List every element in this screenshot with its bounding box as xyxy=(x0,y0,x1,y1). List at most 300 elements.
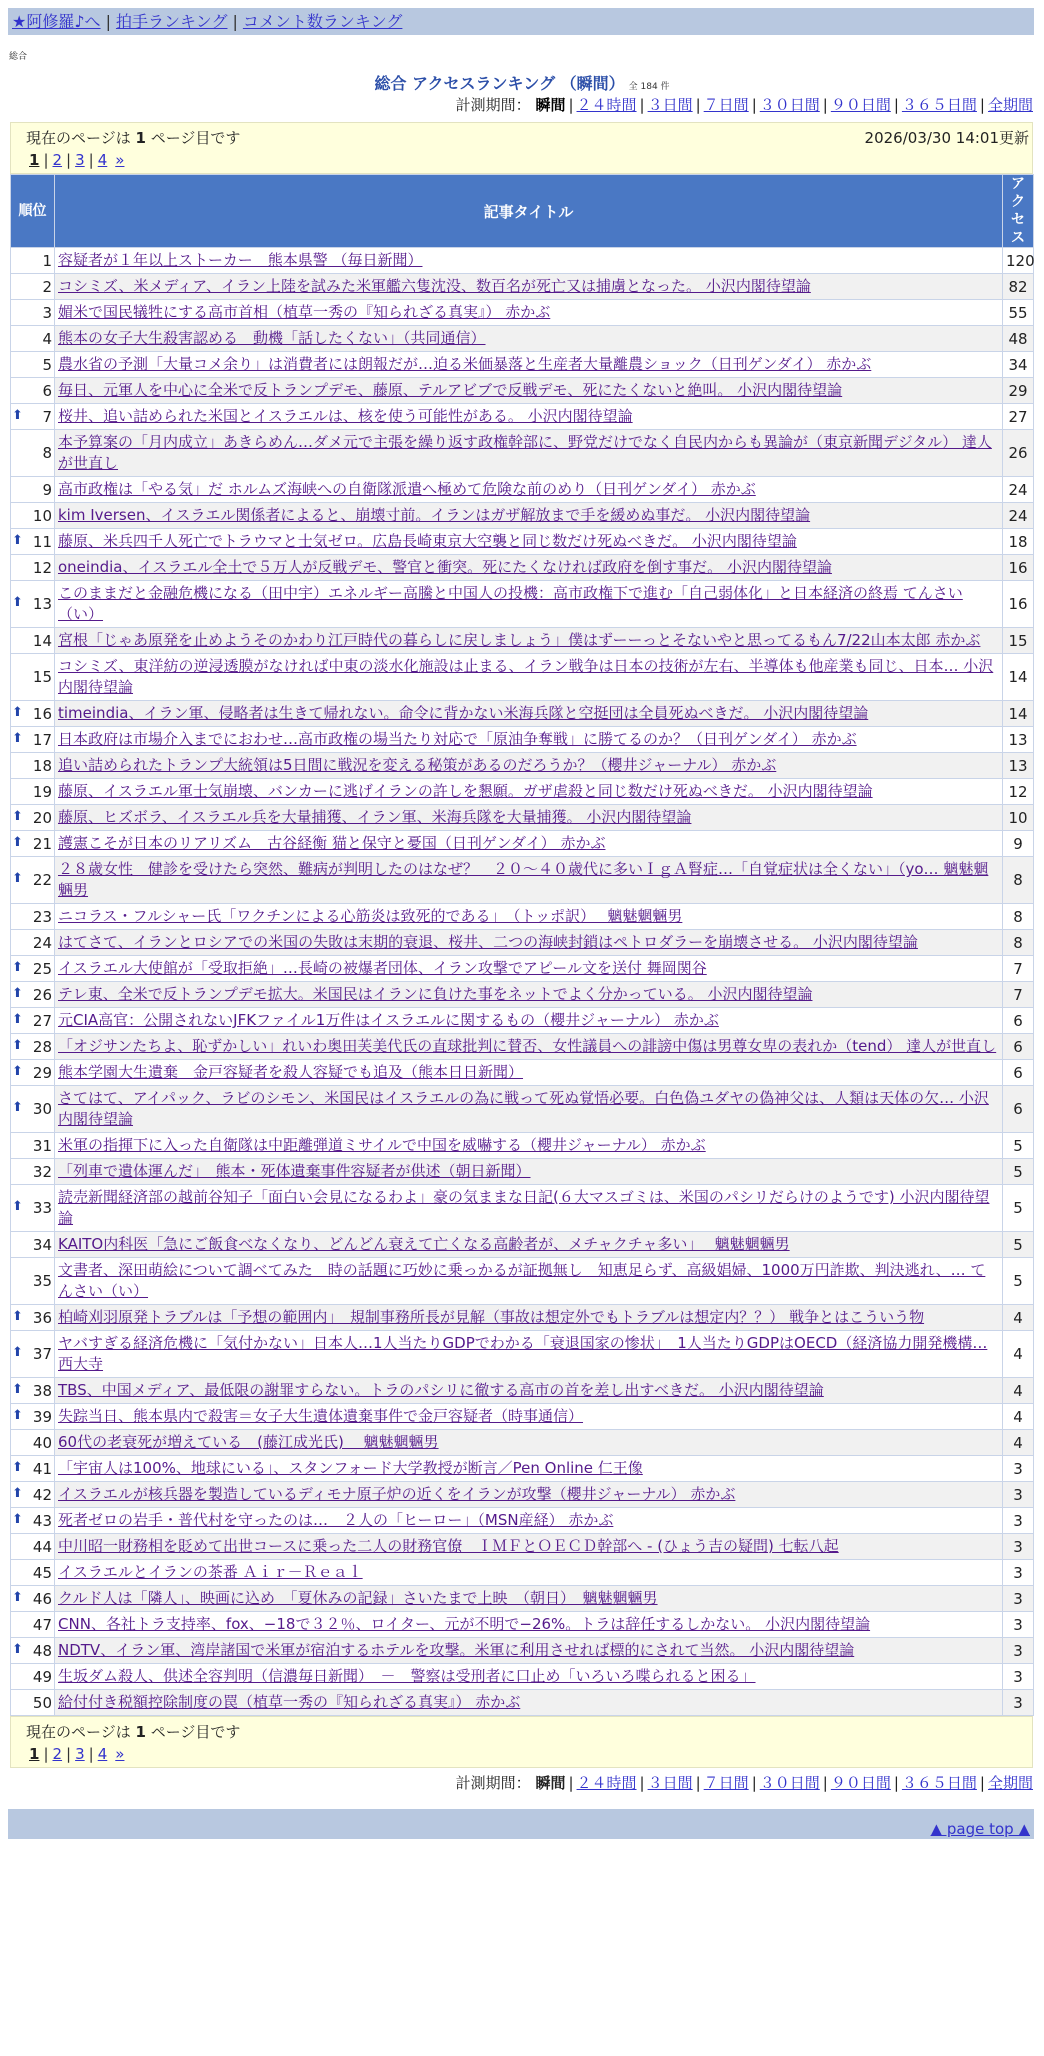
access-count: 26 xyxy=(1003,430,1034,477)
article-link[interactable]: 熊本の女子大生殺害認める 動機「話したくない」（共同通信） xyxy=(58,329,486,347)
table-row xyxy=(11,300,1034,326)
table-row xyxy=(11,1560,1034,1586)
article-link[interactable]: 生坂ダム殺人、供述全容判明（信濃毎日新聞） － 警察は受刑者に口止め「いろいろ喋られると困る」 xyxy=(58,1667,756,1685)
rank-up-icon: ⬆ xyxy=(12,959,23,975)
comment-ranking-link[interactable]: コメント数ランキング xyxy=(242,12,403,31)
period-30d[interactable]: ３０日間 xyxy=(759,1774,820,1792)
period-label: 計測期間： xyxy=(455,96,531,114)
next-page-link[interactable]: » xyxy=(115,151,125,169)
rank-number: 11 xyxy=(32,532,52,551)
article-link[interactable]: 媚米で国民犠牲にする高市首相（植草一秀の『知られざる真実』） 赤かぶ xyxy=(58,303,551,321)
table-row xyxy=(11,378,1034,404)
table-row xyxy=(11,1482,1034,1508)
table-row xyxy=(11,1008,1034,1034)
table-row xyxy=(11,982,1034,1008)
title-cell xyxy=(55,1034,1003,1060)
access-count: 5 xyxy=(1003,1185,1034,1232)
article-link[interactable]: 容疑者が１年以上ストーカー 熊本県警 （毎日新聞） xyxy=(58,251,423,269)
rank-up-icon: ⬆ xyxy=(12,1063,23,1079)
rank-cell xyxy=(11,1638,55,1664)
table-row xyxy=(11,857,1034,904)
article-link[interactable]: クルド人は「隣人」、映画に込め 「夏休みの記録」さいたまで上映 （朝日） 魑魅魍魎男 xyxy=(58,1589,658,1607)
rank-cell xyxy=(11,352,55,378)
article-link[interactable]: 読売新聞経済部の越前谷知子「面白い会見になるわよ」豪の気ままな日記(６大マスゴミは、米国のパシリだらけのようです) 小沢内閣待望論 xyxy=(58,1188,990,1227)
title-cell xyxy=(55,1159,1003,1185)
access-count: 48 xyxy=(1003,326,1034,352)
title-cell xyxy=(55,581,1003,628)
access-count: 3 xyxy=(1003,1586,1034,1612)
rank-number: 40 xyxy=(32,1433,52,1452)
title-cell xyxy=(55,1638,1003,1664)
rank-cell xyxy=(11,581,55,628)
table-row xyxy=(11,1159,1034,1185)
rank-up-icon: ⬆ xyxy=(12,808,23,824)
title-cell xyxy=(55,300,1003,326)
article-link[interactable]: さてはて、アイパック、ラビのシモン、米国民はイスラエルの為に戦って死ぬ覚悟必要。白色偽ユダヤの偽神父は、人類は天体の欠… 小沢内閣待望論 xyxy=(58,1089,989,1128)
access-count: 12 xyxy=(1003,779,1034,805)
rank-number: 17 xyxy=(32,730,52,749)
page-1-current: 1 xyxy=(29,1745,40,1763)
title-cell xyxy=(55,1430,1003,1456)
rank-up-icon: ⬆ xyxy=(12,704,23,720)
article-link[interactable]: イスラエルとイランの茶番 Ａｉｒ－Ｒｅａｌ xyxy=(58,1563,363,1581)
period-24h[interactable]: ２４時間 xyxy=(576,1774,637,1792)
article-link[interactable]: 高市政権は「やる気」だ ホルムズ海峡への自衛隊派遣へ極めて危険な前のめり（日刊ゲンダイ） 赤かぶ xyxy=(58,480,756,498)
rank-cell xyxy=(11,404,55,430)
table-row xyxy=(11,1305,1034,1331)
pagination: 1 | 2 | 3 | 4 » xyxy=(29,151,125,169)
rank-cell xyxy=(11,1404,55,1430)
table-row xyxy=(11,1586,1034,1612)
table-row xyxy=(11,1404,1034,1430)
rank-cell xyxy=(11,956,55,982)
rank-up-icon: ⬆ xyxy=(12,532,23,548)
current-page-info: 現在のページは 1 ページ目です xyxy=(26,129,241,147)
access-count: 6 xyxy=(1003,1086,1034,1133)
access-count: 8 xyxy=(1003,857,1034,904)
rank-number: 41 xyxy=(32,1459,52,1478)
rank-cell xyxy=(11,727,55,753)
period-all[interactable]: 全期間 xyxy=(987,96,1033,114)
title-cell xyxy=(55,555,1003,581)
access-count: 3 xyxy=(1003,1456,1034,1482)
rank-cell xyxy=(11,654,55,701)
article-link[interactable]: 60代の老衰死が増えている (藤江成光氏) 魑魅魍魎男 xyxy=(58,1433,439,1451)
table-row xyxy=(11,1690,1034,1716)
rank-number: 23 xyxy=(32,907,52,926)
rank-cell xyxy=(11,1159,55,1185)
rank-up-icon: ⬆ xyxy=(12,407,23,423)
table-row xyxy=(11,1430,1034,1456)
title-cell xyxy=(55,805,1003,831)
title-cell xyxy=(55,1508,1003,1534)
table-row xyxy=(11,430,1034,477)
rank-number: 45 xyxy=(32,1563,52,1582)
access-count: 7 xyxy=(1003,982,1034,1008)
title-cell xyxy=(55,326,1003,352)
article-link[interactable]: 本予算案の「月内成立」あきらめん…ダメ元で主張を繰り返す政権幹部に、野党だけでなく自民内からも異論が（東京新聞デジタル） 達人が世直し xyxy=(58,433,992,472)
home-link[interactable]: ★阿修羅♪へ xyxy=(12,12,101,31)
title-cell xyxy=(55,1060,1003,1086)
article-link[interactable]: timeindia、イラン軍、侵略者は生きて帰れない。命令に背かない米海兵隊と空挺団は全員死ぬべきだ。 小沢内閣待望論 xyxy=(58,704,869,722)
article-link[interactable]: 死者ゼロの岩手・普代村を守ったのは… ２人の「ヒーロー」（MSN産経） 赤かぶ xyxy=(58,1511,614,1529)
access-count: 8 xyxy=(1003,930,1034,956)
article-link[interactable]: 元CIA高官：公開されないJFKファイル1万件はイスラエルに関するもの（櫻井ジャーナル） 赤かぶ xyxy=(58,1011,719,1029)
rank-up-icon: ⬆ xyxy=(12,834,23,850)
clap-ranking-link[interactable]: 拍手ランキング xyxy=(115,12,228,31)
article-link[interactable]: TBS、中国メディア、最低限の謝罪すらない。トラのパシリに徹する高市の首を差し出すべきだ。 小沢内閣待望論 xyxy=(58,1381,824,1399)
rank-cell xyxy=(11,1534,55,1560)
rank-cell xyxy=(11,1305,55,1331)
title-cell xyxy=(55,1133,1003,1159)
access-count: 9 xyxy=(1003,831,1034,857)
period-3d[interactable]: ３日間 xyxy=(647,1774,693,1792)
period-24h[interactable]: ２４時間 xyxy=(576,96,637,114)
rank-cell xyxy=(11,1060,55,1086)
access-header: アクセス xyxy=(1003,175,1034,248)
article-link[interactable]: コシミズ、東洋紡の逆浸透膜がなければ中東の淡水化施設は止まる、イラン戦争は日本の技術が左右、半導体も他産業も同じ、日本… 小沢内閣待望論 xyxy=(58,657,994,696)
access-count: 3 xyxy=(1003,1638,1034,1664)
rank-number: 9 xyxy=(42,480,52,499)
total-count: 全 184 件 xyxy=(628,82,670,92)
title-cell xyxy=(55,503,1003,529)
access-count: 4 xyxy=(1003,1404,1034,1430)
article-link[interactable]: 農水省の予測「大量コメ余り」は消費者には朗報だが…迫る米価暴落と生産者大量離農ショック（日刊ゲンダイ） 赤かぶ xyxy=(58,355,872,373)
table-row xyxy=(11,1034,1034,1060)
rank-number: 43 xyxy=(32,1511,52,1530)
page-3-link[interactable]: 3 xyxy=(75,1745,85,1763)
rank-cell xyxy=(11,779,55,805)
access-count: 3 xyxy=(1003,1690,1034,1716)
article-link[interactable]: 藤原、ヒズボラ、イスラエル兵を大量捕獲、イラン軍、米海兵隊を大量捕獲。 小沢内閣待望論 xyxy=(58,808,692,826)
table-row xyxy=(11,805,1034,831)
rank-number: 7 xyxy=(42,407,52,426)
rank-number: 10 xyxy=(32,506,52,525)
rank-up-icon: ⬆ xyxy=(12,871,23,886)
rank-number: 46 xyxy=(32,1589,52,1608)
title-cell xyxy=(55,654,1003,701)
table-row xyxy=(11,930,1034,956)
rank-cell xyxy=(11,1456,55,1482)
rank-number: 19 xyxy=(32,782,52,801)
article-link[interactable]: テレ東、全米で反トランプデモ拡大。米国民はイランに負けた事をネットでよく分かっている。 小沢内閣待望論 xyxy=(58,985,813,1003)
table-row xyxy=(11,581,1034,628)
access-count: 7 xyxy=(1003,956,1034,982)
access-count: 6 xyxy=(1003,1008,1034,1034)
article-link[interactable]: 護憲こそが日本のリアリズム 古谷経衡 猫と保守と憂国（日刊ゲンダイ） 赤かぶ xyxy=(58,834,606,852)
rank-cell xyxy=(11,1690,55,1716)
rank-up-icon: ⬆ xyxy=(12,1100,23,1115)
next-page-link[interactable]: » xyxy=(115,1745,125,1763)
rank-cell xyxy=(11,1378,55,1404)
rank-cell xyxy=(11,1086,55,1133)
title-cell xyxy=(55,628,1003,654)
rank-number: 50 xyxy=(32,1693,52,1712)
rank-cell xyxy=(11,1034,55,1060)
period-7d[interactable]: ７日間 xyxy=(703,96,749,114)
page-info-box xyxy=(10,122,1033,174)
table-row xyxy=(11,779,1034,805)
article-link[interactable]: ２８歳女性 健診を受けたら突然、難病が判明したのはなぜ？ ２０～４０歳代に多いＩｇＡ腎症…「自覚症状は全くない」（yo… 魑魅魍魎男 xyxy=(58,860,989,899)
title-cell xyxy=(55,404,1003,430)
rank-up-icon: ⬆ xyxy=(12,595,23,610)
article-link[interactable]: 追い詰められたトランプ大統領は5日間に戦況を変える秘策があるのだろうか？（櫻井ジャーナル） 赤かぶ xyxy=(58,756,777,774)
period-3d[interactable]: ３日間 xyxy=(647,96,693,114)
rank-number: 6 xyxy=(42,381,52,400)
table-row xyxy=(11,727,1034,753)
table-row xyxy=(11,1612,1034,1638)
title-cell xyxy=(55,1008,1003,1034)
title-cell xyxy=(55,1258,1003,1305)
access-count: 5 xyxy=(1003,1258,1034,1305)
rank-number: 4 xyxy=(42,329,52,348)
title-cell xyxy=(55,1305,1003,1331)
ranking-title-row xyxy=(0,71,1044,91)
article-link[interactable]: はてさて、イランとロシアでの米国の失敗は末期的衰退、桜井、二つの海峡封鎖はペトロダラーを崩壊させる。 小沢内閣待望論 xyxy=(58,933,918,951)
access-count: 3 xyxy=(1003,1482,1034,1508)
rank-number: 30 xyxy=(32,1100,52,1118)
rank-number: 24 xyxy=(32,933,52,952)
page-4-link[interactable]: 4 xyxy=(97,151,108,169)
article-link[interactable]: 日本政府は市場介入までにおわせ…高市政権の場当たり対応で「原油争奪戦」に勝てるのか？（日刊ゲンダイ） 赤かぶ xyxy=(58,730,857,748)
table-row xyxy=(11,628,1034,654)
rank-number: 38 xyxy=(32,1381,52,1400)
table-row xyxy=(11,326,1034,352)
article-link[interactable]: コシミズ、米メディア、イラン上陸を試みた米軍艦六隻沈没、数百名が死亡又は捕虜となった。 小沢内閣待望論 xyxy=(58,277,811,295)
access-count: 24 xyxy=(1003,477,1034,503)
rank-up-icon: ⬆ xyxy=(12,985,23,1001)
rank-cell xyxy=(11,1331,55,1378)
period-selector-top: 計測期間： 瞬間 | ２４時間 | ３日間 | ７日間 | ３０日間 | ９０日間 | ３６５日間 | 全期間 xyxy=(455,96,1033,114)
article-link[interactable]: 「列車で遺体運んだ」 熊本・死体遺棄事件容疑者が供述（朝日新聞） xyxy=(58,1162,531,1180)
access-count: 3 xyxy=(1003,1612,1034,1638)
footer-bar xyxy=(8,1809,1034,1839)
rank-number: 37 xyxy=(32,1345,52,1363)
access-count: 3 xyxy=(1003,1560,1034,1586)
rank-number: 8 xyxy=(42,444,52,462)
access-count: 24 xyxy=(1003,503,1034,529)
period-7d[interactable]: ７日間 xyxy=(703,1774,749,1792)
page-4-link[interactable]: 4 xyxy=(97,1745,108,1763)
article-link[interactable]: KAITO内科医「急にご飯食べなくなり、どんどん衰えて亡くなる高齢者が、メチャクチャ多い」 魑魅魍魎男 xyxy=(58,1235,790,1253)
article-link[interactable]: 宮根「じゃあ原発を止めようそのかわり江戸時代の暮らしに戻しましょう」僕はずーーっとそないやと思ってるもん7/22山本太郎 赤かぶ xyxy=(58,631,981,649)
article-link[interactable]: oneindia、イスラエル全土で５万人が反戦デモ、警官と衝突。死にたくなければ政府を倒す事だ。 小沢内閣待望論 xyxy=(58,558,832,576)
update-timestamp: 2026/03/30 14:01更新 xyxy=(864,129,1029,147)
table-row xyxy=(11,1133,1034,1159)
title-cell xyxy=(55,904,1003,930)
period-365d[interactable]: ３６５日間 xyxy=(901,96,977,114)
article-link[interactable]: 「オジサンたちよ、恥ずかしい」れいわ奥田芙美代氏の直球批判に賛否、女性議員への誹謗中傷は男尊女卑の表れか（tend） 達人が世直し xyxy=(58,1037,997,1055)
rank-up-icon: ⬆ xyxy=(12,1641,23,1657)
period-all[interactable]: 全期間 xyxy=(987,1774,1033,1792)
rank-up-icon: ⬆ xyxy=(12,730,23,746)
title-header: 記事タイトル xyxy=(55,175,1003,248)
rank-number: 49 xyxy=(32,1667,52,1686)
access-count: 8 xyxy=(1003,904,1034,930)
rank-number: 5 xyxy=(42,355,52,374)
title-cell xyxy=(55,1690,1003,1716)
rank-cell xyxy=(11,904,55,930)
title-cell xyxy=(55,529,1003,555)
rank-number: 33 xyxy=(32,1199,52,1217)
rank-number: 47 xyxy=(32,1615,52,1634)
page-2-link[interactable]: 2 xyxy=(52,151,63,169)
access-count: 16 xyxy=(1003,555,1034,581)
title-cell xyxy=(55,753,1003,779)
rank-cell xyxy=(11,628,55,654)
access-count: 14 xyxy=(1003,701,1034,727)
rank-number: 29 xyxy=(32,1063,52,1082)
article-link[interactable]: 給付付き税額控除制度の罠（植草一秀の『知られざる真実』） 赤かぶ xyxy=(58,1693,521,1711)
current-page-info-bottom: 現在のページは 1 ページ目です xyxy=(26,1723,241,1741)
title-cell xyxy=(55,1612,1003,1638)
article-link[interactable]: 米軍の指揮下に入った自衛隊は中距離弾道ミサイルで中国を威嚇する（櫻井ジャーナル） 赤かぶ xyxy=(58,1136,706,1154)
rank-cell xyxy=(11,1232,55,1258)
title-cell xyxy=(55,378,1003,404)
page-2-link[interactable]: 2 xyxy=(52,1745,63,1763)
rank-number: 13 xyxy=(32,595,52,613)
rank-cell xyxy=(11,753,55,779)
ranking-table xyxy=(10,174,1034,1716)
rank-cell xyxy=(11,1612,55,1638)
rank-up-icon: ⬆ xyxy=(12,1589,23,1605)
rank-up-icon: ⬆ xyxy=(12,1511,23,1527)
rank-cell xyxy=(11,930,55,956)
title-cell xyxy=(55,1378,1003,1404)
rank-number: 42 xyxy=(32,1485,52,1504)
table-row xyxy=(11,1185,1034,1232)
table-row xyxy=(11,654,1034,701)
rank-cell xyxy=(11,378,55,404)
access-count: 82 xyxy=(1003,274,1034,300)
rank-header: 順位 xyxy=(11,175,55,248)
title-cell xyxy=(55,1586,1003,1612)
rank-cell xyxy=(11,1482,55,1508)
table-row xyxy=(11,274,1034,300)
table-row xyxy=(11,753,1034,779)
rank-cell xyxy=(11,1560,55,1586)
article-link[interactable]: 「宇宙人は100%、地球にいる」、スタンフォード大学教授が断言／Pen Online 仁王像 xyxy=(58,1459,643,1477)
article-link[interactable]: 文書者、深田萌絵について調べてみた 時の話題に巧妙に乗っかるが証拠無し 知恵足らず、高級娼婦、1000万円詐欺、判決逃れ、… てんさい（い） xyxy=(58,1261,986,1300)
nav-separator: | xyxy=(232,12,238,31)
rank-cell xyxy=(11,1508,55,1534)
rank-cell xyxy=(11,1185,55,1232)
period-90d[interactable]: ９０日間 xyxy=(830,96,891,114)
table-row xyxy=(11,904,1034,930)
ranking-rows xyxy=(11,248,1034,1716)
period-label: 計測期間： xyxy=(455,1774,531,1792)
pagination-bottom: 1 | 2 | 3 | 4 » xyxy=(29,1745,125,1763)
rank-cell xyxy=(11,805,55,831)
title-cell xyxy=(55,477,1003,503)
table-row xyxy=(11,1331,1034,1378)
title-cell xyxy=(55,1331,1003,1378)
article-link[interactable]: このままだと金融危機になる（田中宇）エネルギー高騰と中国人の投機：高市政権下で進む「自己弱体化」と日本経済の終焉 てんさい（い） xyxy=(58,584,963,623)
period-30d[interactable]: ３０日間 xyxy=(759,96,820,114)
article-link[interactable]: ヤバすぎる経済危機に「気付かない」日本人…1人当たりGDPでわかる「衰退国家の惨状」 1人当たりGDPはOECD（経済協力開発機構… 西大寺 xyxy=(58,1334,988,1373)
article-link[interactable]: ニコラス・フルシャー氏「ワクチンによる心筋炎は致死的である」 （トッポ訳） 魑魅魍魎男 xyxy=(58,907,683,925)
article-link[interactable]: NDTV、イラン軍、湾岸諸国で米軍が宿泊するホテルを攻撃。米軍に利用させれば標的にされて当然。 小沢内閣待望論 xyxy=(58,1641,855,1659)
rank-number: 1 xyxy=(42,251,52,270)
period-365d[interactable]: ３６５日間 xyxy=(901,1774,977,1792)
rank-up-icon: ⬆ xyxy=(12,1011,23,1027)
rank-cell xyxy=(11,1430,55,1456)
period-90d[interactable]: ９０日間 xyxy=(830,1774,891,1792)
rank-cell xyxy=(11,1664,55,1690)
access-count: 29 xyxy=(1003,378,1034,404)
rank-cell xyxy=(11,430,55,477)
rank-up-icon: ⬆ xyxy=(12,1037,23,1053)
access-count: 13 xyxy=(1003,753,1034,779)
title-cell xyxy=(55,1185,1003,1232)
rank-up-icon: ⬆ xyxy=(12,1459,23,1475)
title-cell xyxy=(55,727,1003,753)
period-current: 瞬間 xyxy=(535,1774,566,1792)
article-link[interactable]: 藤原、イスラエル軍士気崩壊、バンカーに逃げイランの許しを懇願。ガザ虐殺と同じ数だけ死ぬべきだ。 小沢内閣待望論 xyxy=(58,782,873,800)
rank-number: 36 xyxy=(32,1308,52,1327)
rank-cell xyxy=(11,248,55,274)
rank-cell xyxy=(11,1133,55,1159)
article-link[interactable]: 失踪当日、熊本県内で殺害＝女子大生遺体遺棄事件で金戸容疑者（時事通信） xyxy=(58,1407,584,1425)
access-count: 4 xyxy=(1003,1331,1034,1378)
table-row xyxy=(11,1258,1034,1305)
table-row xyxy=(11,529,1034,555)
access-count: 15 xyxy=(1003,628,1034,654)
title-cell xyxy=(55,248,1003,274)
article-link[interactable]: 毎日、元軍人を中心に全米で反トランプデモ、藤原、テルアビブで反戦デモ、死にたくないと絶叫。 小沢内閣待望論 xyxy=(58,381,843,399)
title-cell xyxy=(55,274,1003,300)
access-count: 5 xyxy=(1003,1133,1034,1159)
rank-number: 22 xyxy=(32,871,52,889)
rank-number: 35 xyxy=(32,1272,52,1290)
rank-number: 26 xyxy=(32,985,52,1004)
table-row xyxy=(11,248,1034,274)
title-cell xyxy=(55,956,1003,982)
page-top-link[interactable]: ▲ page top ▲ xyxy=(930,1820,1030,1838)
article-link[interactable]: イスラエル大使館が「受取拒絶」…長崎の被爆者団体、イラン攻撃でアピール文を送付 舞岡関谷 xyxy=(58,959,707,977)
rank-number: 2 xyxy=(42,277,52,296)
table-row xyxy=(11,956,1034,982)
rank-cell xyxy=(11,831,55,857)
page-3-link[interactable]: 3 xyxy=(75,151,85,169)
article-link[interactable]: イスラエルが核兵器を製造しているディモナ原子炉の近くをイランが攻撃（櫻井ジャーナル） 赤かぶ xyxy=(58,1485,736,1503)
title-cell xyxy=(55,857,1003,904)
access-count: 3 xyxy=(1003,1508,1034,1534)
table-row xyxy=(11,477,1034,503)
category-tag: 総合 xyxy=(9,52,28,62)
rank-number: 27 xyxy=(32,1011,52,1030)
rank-number: 15 xyxy=(32,668,52,686)
title-cell xyxy=(55,701,1003,727)
table-row xyxy=(11,1456,1034,1482)
access-count: 27 xyxy=(1003,404,1034,430)
access-count: 120 xyxy=(1003,248,1034,274)
title-cell xyxy=(55,1404,1003,1430)
article-link[interactable]: kim Iversen、イスラエル関係者によると、崩壊寸前。イランはガザ解放まで手を緩めぬ事だ。 小沢内閣待望論 xyxy=(58,506,811,524)
article-link[interactable]: 熊本学園大生遺棄 金戸容疑者を殺人容疑でも追及（熊本日日新聞） xyxy=(58,1063,524,1081)
table-row xyxy=(11,1664,1034,1690)
article-link[interactable]: 桜井、追い詰められた米国とイスラエルは、核を使う可能性がある。 小沢内閣待望論 xyxy=(58,407,633,425)
table-row xyxy=(11,1534,1034,1560)
article-link[interactable]: 藤原、米兵四千人死亡でトラウマと士気ゼロ。広島長崎東京大空襲と同じ数だけ死ぬべきだ。 小沢内閣待望論 xyxy=(58,532,797,550)
article-link[interactable]: CNN、各社トラ支持率、fox、−18で３２％、ロイター、元が不明で−26%。トラは辞任するしかない。 小沢内閣待望論 xyxy=(58,1615,871,1633)
rank-cell xyxy=(11,701,55,727)
page-title: 総合 アクセスランキング （瞬間） xyxy=(374,74,625,93)
rank-cell xyxy=(11,1586,55,1612)
article-link[interactable]: 中川昭一財務相を貶めて出世コースに乗った二人の財務官僚 ＩＭＦとＯＥＣＤ幹部へ - (ひょう吉の疑問) 七転八起 xyxy=(58,1537,839,1555)
rank-cell xyxy=(11,529,55,555)
article-link[interactable]: 柏崎刈羽原発トラブルは「予想の範囲内」 規制事務所長が見解（事故は想定外でもトラブルは想定内？？） 戦争とはこういう物 xyxy=(58,1308,925,1326)
